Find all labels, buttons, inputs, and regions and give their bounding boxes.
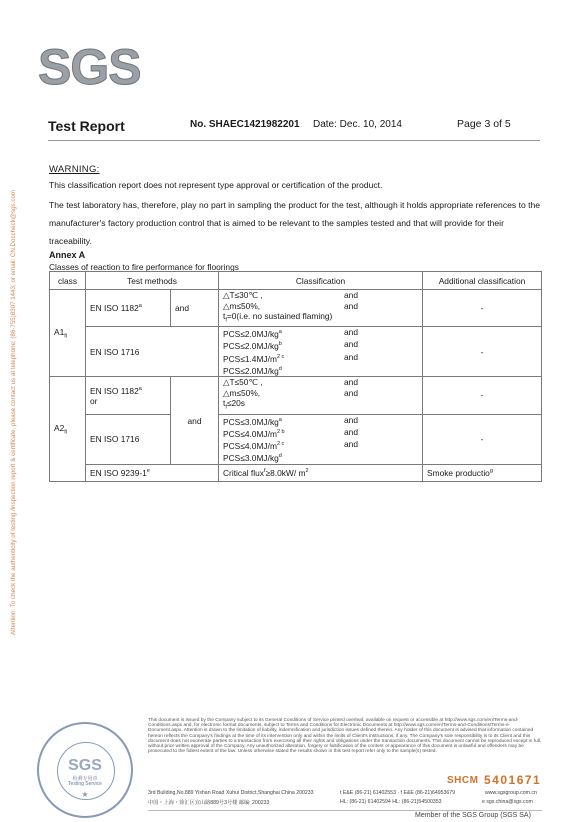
star-icon: ★ [81,790,89,799]
additional-a1-1716: - [423,327,542,377]
table-header-row [50,272,542,290]
header-additional: Additional classification [423,272,542,290]
testing-service-stamp: SGS 检测专用章 Testing Service ★ [37,722,133,818]
header-classification: Classification [219,272,423,290]
address-cn: 中国・上海・徐汇区宜山路889号3号楼 邮编: 200233 [148,800,270,806]
footer-divider [148,810,542,811]
fire-classification-table [49,271,542,482]
classification-a2-1716: $PCS\le 3.0MJ/kg^a$ and $PCS\le 4.0MJ/m^{2 b}$ and $PCS\le 4.0MJ/m^{2 c}$ and $PCS\le 3.0MJ/kg^d$ [219,414,423,464]
website: www.sgsgroup.com.cn [485,790,537,796]
serial-number: 5401671 [484,773,542,787]
additional-a1-1182: - [423,290,542,327]
telephone-cn: HL: (86-21) 61402594 HL: (86-21)54500353 [340,799,442,805]
classification-a1-1716: $PCS\le 2.0MJ/kg^a$ and $PCS\le 2.0MJ/kg^b$ and $PCS\le 1.4MJ/m^{2 c}$ and $PCS\le 2.0MJ/kg^d$ [219,327,423,377]
table-row [50,290,542,327]
page-number: Page 3 of 5 [457,118,511,130]
address-en: 3rd Building,No.889 Yishan Road Xuhui District,Shanghai China 200233 [148,790,314,796]
header-class: class [50,272,86,290]
email: e sgs.china@sgs.com [482,799,533,805]
and-label: and [171,290,219,327]
additional-smoke-production: Smoke productio$^g$ [423,464,542,481]
header-test-methods: Test methods [86,272,219,290]
table-row [50,414,542,464]
classification-a1-1182: △T≤30℃ , and △m≤50%, and $t_f=0(i.e$. no sustained flaming) [219,290,423,327]
annex-title: Annex A [49,250,86,260]
method-en-iso-9239: EN ISO 9239-1e [86,464,219,481]
report-date: Date: Dec. 10, 2014 [313,119,402,130]
side-verification-note [6,130,22,635]
report-number: No. SHAEC1421982201 [190,119,300,130]
header-divider [48,140,540,141]
warning-heading: WARNING: [49,164,100,175]
warning-paragraph-1: This classification report does not represent type approval or certification of the product. [49,180,383,190]
footer-disclaimer: This document is issued by the Company subject to its General Conditions of Service printed overleaf, available on request or accessible at http://www.sgs.com/en/Terms-and-Conditions.aspx and, for electronic format documents, subject to Terms and Conditions for Electronic Documents at http://www.sgs.com/en/Terms-and-Conditions/Terms-e-Document.aspx. Attention is drawn to the limitation of liability, indemnification and jurisdiction issues defined therein. Any holder of this document is advised that information contained hereon reflects the Company's findings at the time of its intervention only and within the limits of Client's instructions, if any. The Company's sole responsibility is to its Client and this document does not exonerate parties to a transaction from exercising all their rights and obligations under the transaction documents. This document cannot be reproduced except in full, without prior written approval of the Company. Any unauthorized alteration, forgery or falsification of the content or appearance of this document is unlawful and offenders may be prosecuted to the fullest extent of the law. Unless otherwise stated the results shown in this test report refer only to the sample(s) tested. [148,718,542,755]
side-note-text: Attention: To check the authenticity of testing /inspection report & certificate, please contact us at telephone: (86-755)8307 1443, or email: CN.Doccheck@sgs.com [10,189,17,635]
and-label: and [171,377,219,464]
table-row [50,327,542,377]
method-en-iso-1716: EN ISO 1716 [86,327,219,377]
additional-a2-1182: - [423,377,542,414]
table-row [50,464,542,481]
warning-paragraph-2: The test laboratory has, therefore, play no part in sampling the product for the test, although it holds appropriate references to the manufacturer's factory production control that is aimed to be relevant to the samples tested and that will provide for their traceability. [49,200,541,246]
method-en-iso-1182-or: EN ISO 1182$^a$ or [86,377,171,414]
method-en-iso-1716: EN ISO 1716 [86,414,171,464]
table-caption: Classes of reaction to fire performance for floorings [49,262,239,272]
telephone-en: t E&E (86-21) 61402553 · f E&E (86-21)64953679 [340,790,456,796]
class-a1: $A1_{fl}$ [50,290,86,377]
table-row [50,377,542,414]
classification-critical-flux: Critical flux$^f$≥8.0kW/ $m^2$ [219,464,423,481]
additional-a2-1716: - [423,414,542,464]
classification-a2-1182: △T≤50℃ , and △m≤50%, and $t_f\le 20s$ [219,377,423,414]
shcm-code: SHCM [447,775,479,786]
sgs-logo: SGS [38,39,141,95]
class-a2: $A2_{fl}$ [50,377,86,481]
report-title: Test Report [48,118,125,134]
method-en-iso-1182: EN ISO 1182$^a$ [86,290,171,327]
member-note: Member of the SGS Group (SGS SA) [415,812,531,819]
